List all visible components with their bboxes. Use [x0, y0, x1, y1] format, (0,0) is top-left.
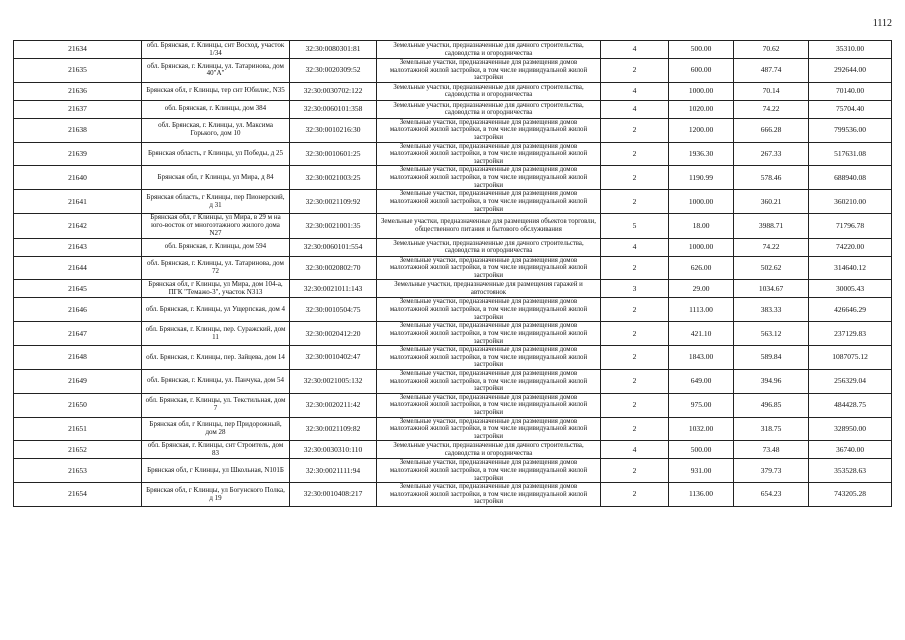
use-code-cell: 2: [601, 459, 669, 483]
address-cell: обл. Брянская, г. Клинцы, пер. Зайцева, дом 14: [142, 346, 290, 370]
land-registry-table: [13, 40, 892, 507]
area-cell: 1936.30: [669, 142, 734, 166]
cadastral-value-cell: 314640.12: [809, 256, 892, 280]
address-cell: Брянская обл, г Клинцы, тер снт Юбилис, N35: [142, 82, 290, 100]
address-cell: обл. Брянская, г. Клинцы, дом 594: [142, 238, 290, 256]
table-row: [14, 166, 892, 190]
address-cell: Брянская обл, г Клинцы, ул Мира, д 84: [142, 166, 290, 190]
address-cell: обл. Брянская, г. Клинцы, ул Ущерпская, дом 4: [142, 298, 290, 322]
table-row: [14, 441, 892, 459]
table-row: [14, 190, 892, 214]
area-cell: 1032.00: [669, 417, 734, 441]
land-use-cell: Земельные участки, предназначенные для размещения домов малоэтажной жилой застройки, в том числе индивидуальной жилой застройки: [377, 393, 601, 417]
unit-value-cell: 73.48: [734, 441, 809, 459]
table-row: [14, 100, 892, 118]
cadastral-number-cell: 32:30:0021111:94: [290, 459, 377, 483]
unit-value-cell: 70.62: [734, 41, 809, 59]
land-use-cell: Земельные участки, предназначенные для размещения объектов торговли, общественного питания и бытового обслуживания: [377, 214, 601, 238]
cadastral-value-cell: 30005.43: [809, 280, 892, 298]
use-code-cell: 4: [601, 41, 669, 59]
unit-value-cell: 666.28: [734, 118, 809, 142]
use-code-cell: 4: [601, 238, 669, 256]
land-use-cell: Земельные участки, предназначенные для размещения домов малоэтажной жилой застройки, в том числе индивидуальной жилой застройки: [377, 59, 601, 83]
row-number-cell: 21653: [14, 459, 142, 483]
table-row: [14, 393, 892, 417]
table-row: [14, 256, 892, 280]
area-cell: 18.00: [669, 214, 734, 238]
address-cell: обл. Брянская, г. Клинцы, снт Восход, участок 1/34: [142, 41, 290, 59]
table-row: [14, 346, 892, 370]
use-code-cell: 2: [601, 393, 669, 417]
row-number-cell: 21652: [14, 441, 142, 459]
area-cell: 1000.00: [669, 238, 734, 256]
address-cell: Брянская обл, г Клинцы, ул Мира, дом 104-а, ПГК "Темажо-3", участок N313: [142, 280, 290, 298]
cadastral-number-cell: 32:30:0010601:25: [290, 142, 377, 166]
table-row: [14, 82, 892, 100]
use-code-cell: 2: [601, 346, 669, 370]
use-code-cell: 2: [601, 483, 669, 507]
cadastral-value-cell: 75704.40: [809, 100, 892, 118]
area-cell: 931.00: [669, 459, 734, 483]
row-number-cell: 21638: [14, 118, 142, 142]
area-cell: 1113.00: [669, 298, 734, 322]
cadastral-value-cell: 71796.78: [809, 214, 892, 238]
row-number-cell: 21654: [14, 483, 142, 507]
use-code-cell: 4: [601, 82, 669, 100]
table-row: [14, 417, 892, 441]
table-row: [14, 214, 892, 238]
land-use-cell: Земельные участки, предназначенные для дачного строительства, садоводства и огородничества: [377, 41, 601, 59]
cadastral-number-cell: 32:30:0020412:20: [290, 322, 377, 346]
use-code-cell: 2: [601, 59, 669, 83]
area-cell: 500.00: [669, 441, 734, 459]
unit-value-cell: 379.73: [734, 459, 809, 483]
land-use-cell: Земельные участки, предназначенные для дачного строительства, садоводства и огородничества: [377, 82, 601, 100]
cadastral-number-cell: 32:30:0021109:92: [290, 190, 377, 214]
cadastral-value-cell: 688940.08: [809, 166, 892, 190]
cadastral-value-cell: 799536.00: [809, 118, 892, 142]
address-cell: Брянская обл, г Клинцы, ул Школьная, N101Б: [142, 459, 290, 483]
cadastral-number-cell: 32:30:0080301:81: [290, 41, 377, 59]
cadastral-number-cell: 32:30:0030702:122: [290, 82, 377, 100]
address-cell: обл. Брянская, г. Клинцы, ул. Панчука, дом 54: [142, 369, 290, 393]
unit-value-cell: 496.85: [734, 393, 809, 417]
cadastral-value-cell: 292644.00: [809, 59, 892, 83]
row-number-cell: 21637: [14, 100, 142, 118]
land-use-cell: Земельные участки, предназначенные для дачного строительства, садоводства и огородничества: [377, 238, 601, 256]
use-code-cell: 5: [601, 214, 669, 238]
unit-value-cell: 74.22: [734, 100, 809, 118]
area-cell: 421.10: [669, 322, 734, 346]
area-cell: 1020.00: [669, 100, 734, 118]
cadastral-value-cell: 360210.00: [809, 190, 892, 214]
use-code-cell: 2: [601, 190, 669, 214]
row-number-cell: 21647: [14, 322, 142, 346]
row-number-cell: 21650: [14, 393, 142, 417]
use-code-cell: 2: [601, 142, 669, 166]
row-number-cell: 21645: [14, 280, 142, 298]
unit-value-cell: 318.75: [734, 417, 809, 441]
cadastral-value-cell: 256329.04: [809, 369, 892, 393]
address-cell: обл. Брянская, г. Клинцы, пер. Суражский, дом 11: [142, 322, 290, 346]
cadastral-number-cell: 32:30:0060101:554: [290, 238, 377, 256]
table-row: [14, 280, 892, 298]
row-number-cell: 21639: [14, 142, 142, 166]
use-code-cell: 2: [601, 256, 669, 280]
row-number-cell: 21649: [14, 369, 142, 393]
land-use-cell: Земельные участки, предназначенные для размещения домов малоэтажной жилой застройки, в том числе индивидуальной жилой застройки: [377, 142, 601, 166]
address-cell: обл. Брянская, г. Клинцы, ул. Максима Горького, дом 10: [142, 118, 290, 142]
table-row: [14, 459, 892, 483]
use-code-cell: 2: [601, 166, 669, 190]
unit-value-cell: 394.96: [734, 369, 809, 393]
table-row: [14, 322, 892, 346]
table-row: [14, 298, 892, 322]
address-cell: обл. Брянская, г. Клинцы, ул. Татаринова, дом 40"А": [142, 59, 290, 83]
land-use-cell: Земельные участки, предназначенные для размещения домов малоэтажной жилой застройки, в том числе индивидуальной жилой застройки: [377, 190, 601, 214]
use-code-cell: 2: [601, 417, 669, 441]
unit-value-cell: 487.74: [734, 59, 809, 83]
cadastral-value-cell: 1087075.12: [809, 346, 892, 370]
row-number-cell: 21646: [14, 298, 142, 322]
unit-value-cell: 267.33: [734, 142, 809, 166]
area-cell: 1136.00: [669, 483, 734, 507]
land-use-cell: Земельные участки, предназначенные для размещения домов малоэтажной жилой застройки, в том числе индивидуальной жилой застройки: [377, 483, 601, 507]
area-cell: 500.00: [669, 41, 734, 59]
area-cell: 626.00: [669, 256, 734, 280]
use-code-cell: 3: [601, 280, 669, 298]
cadastral-value-cell: 743205.28: [809, 483, 892, 507]
unit-value-cell: 360.21: [734, 190, 809, 214]
unit-value-cell: 1034.67: [734, 280, 809, 298]
area-cell: 1000.00: [669, 190, 734, 214]
unit-value-cell: 589.84: [734, 346, 809, 370]
table-row: [14, 483, 892, 507]
cadastral-value-cell: 353528.63: [809, 459, 892, 483]
address-cell: Брянская область, г Клинцы, пер Пионерский, д 31: [142, 190, 290, 214]
cadastral-value-cell: 517631.08: [809, 142, 892, 166]
area-cell: 649.00: [669, 369, 734, 393]
row-number-cell: 21641: [14, 190, 142, 214]
cadastral-number-cell: 32:30:0021109:82: [290, 417, 377, 441]
cadastral-value-cell: 237129.83: [809, 322, 892, 346]
table-row: [14, 118, 892, 142]
land-use-cell: Земельные участки, предназначенные для размещения гаражей и автостоянок: [377, 280, 601, 298]
cadastral-number-cell: 32:30:0010402:47: [290, 346, 377, 370]
cadastral-number-cell: 32:30:0021011:143: [290, 280, 377, 298]
row-number-cell: 21635: [14, 59, 142, 83]
row-number-cell: 21651: [14, 417, 142, 441]
cadastral-number-cell: 32:30:0020309:52: [290, 59, 377, 83]
table-row: [14, 59, 892, 83]
cadastral-number-cell: 32:30:0030310:110: [290, 441, 377, 459]
unit-value-cell: 3988.71: [734, 214, 809, 238]
address-cell: обл. Брянская, г. Клинцы, ул. Текстильная, дом 7: [142, 393, 290, 417]
area-cell: 975.00: [669, 393, 734, 417]
row-number-cell: 21644: [14, 256, 142, 280]
unit-value-cell: 654.23: [734, 483, 809, 507]
page-number: 1112: [872, 18, 892, 29]
land-use-cell: Земельные участки, предназначенные для размещения домов малоэтажной жилой застройки, в том числе индивидуальной жилой застройки: [377, 298, 601, 322]
table-body: [14, 41, 892, 507]
cadastral-number-cell: 32:30:0010408:217: [290, 483, 377, 507]
use-code-cell: 2: [601, 118, 669, 142]
unit-value-cell: 563.12: [734, 322, 809, 346]
use-code-cell: 2: [601, 298, 669, 322]
area-cell: 1190.99: [669, 166, 734, 190]
land-use-cell: Земельные участки, предназначенные для размещения домов малоэтажной жилой застройки, в том числе индивидуальной жилой застройки: [377, 369, 601, 393]
use-code-cell: 2: [601, 369, 669, 393]
cadastral-value-cell: 36740.00: [809, 441, 892, 459]
cadastral-number-cell: 32:30:0021001:35: [290, 214, 377, 238]
row-number-cell: 21636: [14, 82, 142, 100]
land-use-cell: Земельные участки, предназначенные для размещения домов малоэтажной жилой застройки, в том числе индивидуальной жилой застройки: [377, 256, 601, 280]
address-cell: обл. Брянская, г. Клинцы, дом 384: [142, 100, 290, 118]
unit-value-cell: 502.62: [734, 256, 809, 280]
cadastral-value-cell: 74220.00: [809, 238, 892, 256]
table-row: [14, 41, 892, 59]
area-cell: 1200.00: [669, 118, 734, 142]
address-cell: Брянская обл, г Клинцы, ул Богунского Полка, д 19: [142, 483, 290, 507]
address-cell: Брянская обл, г Клинцы, пер Придорожный, дом 28: [142, 417, 290, 441]
row-number-cell: 21640: [14, 166, 142, 190]
cadastral-number-cell: 32:30:0010504:75: [290, 298, 377, 322]
area-cell: 29.00: [669, 280, 734, 298]
cadastral-number-cell: 32:30:0020211:42: [290, 393, 377, 417]
land-use-cell: Земельные участки, предназначенные для размещения домов малоэтажной жилой застройки, в том числе индивидуальной жилой застройки: [377, 346, 601, 370]
table-row: [14, 238, 892, 256]
land-use-cell: Земельные участки, предназначенные для размещения домов малоэтажной жилой застройки, в том числе индивидуальной жилой застройки: [377, 322, 601, 346]
use-code-cell: 4: [601, 100, 669, 118]
cadastral-number-cell: 32:30:0021005:132: [290, 369, 377, 393]
area-cell: 1843.00: [669, 346, 734, 370]
address-cell: обл. Брянская, г. Клинцы, ул. Татаринова, дом 72: [142, 256, 290, 280]
land-use-cell: Земельные участки, предназначенные для дачного строительства, садоводства и огородничества: [377, 100, 601, 118]
land-use-cell: Земельные участки, предназначенные для размещения домов малоэтажной жилой застройки, в том числе индивидуальной жилой застройки: [377, 166, 601, 190]
address-cell: Брянская обл, г Клинцы, ул Мира, в 29 м на юго-восток от многоэтажного жилого дома N27: [142, 214, 290, 238]
land-use-cell: Земельные участки, предназначенные для размещения домов малоэтажной жилой застройки, в том числе индивидуальной жилой застройки: [377, 417, 601, 441]
use-code-cell: 2: [601, 322, 669, 346]
unit-value-cell: 578.46: [734, 166, 809, 190]
cadastral-number-cell: 32:30:0021003:25: [290, 166, 377, 190]
area-cell: 1000.00: [669, 82, 734, 100]
cadastral-number-cell: 32:30:0060101:358: [290, 100, 377, 118]
cadastral-value-cell: 484428.75: [809, 393, 892, 417]
land-use-cell: Земельные участки, предназначенные для дачного строительства, садоводства и огородничества: [377, 441, 601, 459]
unit-value-cell: 74.22: [734, 238, 809, 256]
row-number-cell: 21642: [14, 214, 142, 238]
unit-value-cell: 383.33: [734, 298, 809, 322]
land-use-cell: Земельные участки, предназначенные для размещения домов малоэтажной жилой застройки, в том числе индивидуальной жилой застройки: [377, 118, 601, 142]
cadastral-value-cell: 426646.29: [809, 298, 892, 322]
cadastral-value-cell: 70140.00: [809, 82, 892, 100]
land-use-cell: Земельные участки, предназначенные для размещения домов малоэтажной жилой застройки, в том числе индивидуальной жилой застройки: [377, 459, 601, 483]
address-cell: Брянская область, г Клинцы, ул Победы, д 25: [142, 142, 290, 166]
unit-value-cell: 70.14: [734, 82, 809, 100]
row-number-cell: 21648: [14, 346, 142, 370]
cadastral-number-cell: 32:30:0010216:30: [290, 118, 377, 142]
row-number-cell: 21634: [14, 41, 142, 59]
use-code-cell: 4: [601, 441, 669, 459]
area-cell: 600.00: [669, 59, 734, 83]
row-number-cell: 21643: [14, 238, 142, 256]
table-row: [14, 369, 892, 393]
cadastral-value-cell: 35310.00: [809, 41, 892, 59]
cadastral-number-cell: 32:30:0020802:70: [290, 256, 377, 280]
table-row: [14, 142, 892, 166]
cadastral-value-cell: 328950.00: [809, 417, 892, 441]
address-cell: обл. Брянская, г. Клинцы, снт Строитель, дом 83: [142, 441, 290, 459]
